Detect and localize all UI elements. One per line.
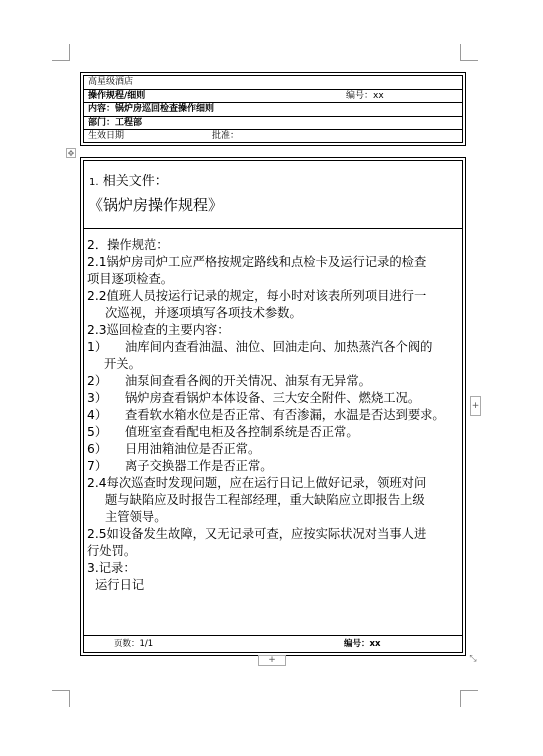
paragraph-2-4-line2: 题与缺陷应及时报告工程部经理，重大缺陷应立即报告上级 <box>105 493 425 507</box>
list-item-text: 离子交换器工作是否正常。 <box>125 459 273 473</box>
crop-mark-bottom-right-v <box>460 690 461 707</box>
add-row-button[interactable]: + <box>258 655 286 666</box>
header-row-category[interactable] <box>84 90 462 104</box>
header-row-content[interactable] <box>84 103 462 117</box>
list-item <box>87 424 459 441</box>
procedure-content[interactable] <box>87 237 459 594</box>
list-item <box>87 407 459 424</box>
section1-number: 1. <box>89 177 99 188</box>
section-related-docs[interactable] <box>84 161 462 229</box>
page-count: 页数：1/1 <box>114 639 154 649</box>
paragraph-2-4-line3: 主管领导。 <box>105 510 167 524</box>
list-item-number: 2） <box>87 374 108 388</box>
resize-handle-icon[interactable]: ⤡ <box>469 654 477 664</box>
add-column-button[interactable]: + <box>470 396 481 416</box>
crop-mark-bottom-right-h <box>460 690 478 691</box>
list-item-text: 日用油箱油位是否正常。 <box>125 442 261 456</box>
header-table[interactable] <box>80 72 466 146</box>
table-move-handle-icon[interactable]: ✥ <box>67 149 75 158</box>
section1-heading <box>89 170 168 189</box>
section3-heading: 3.记录： <box>87 561 136 575</box>
section1-title: 相关文件： <box>102 174 168 189</box>
list-item-text: 值班室查看配电柜及各控制系统是否正常。 <box>125 425 359 439</box>
paragraph-2-3: 2.3巡回检查的主要内容： <box>87 323 230 337</box>
paragraph-2-5-line1: 2.5如设备发生故障，又无记录可查，应按实际状况对当事人进 <box>87 527 427 541</box>
crop-mark-bottom-left-v <box>69 690 70 707</box>
list-item-text: 查看软水箱水位是否正常、有否渗漏，水温是否达到要求。 <box>125 408 445 422</box>
list-item-continuation: 开关。 <box>104 357 141 371</box>
footer-number-label: 编号：xx <box>344 639 381 649</box>
header-row-hotel[interactable] <box>84 76 462 90</box>
content-title: 内容：锅炉房巡回检查操作细则 <box>88 104 215 115</box>
paragraph-2-1-line2: 项目逐项检查。 <box>87 272 174 286</box>
department-label: 部门：工程部 <box>88 117 143 128</box>
main-table[interactable] <box>80 157 466 656</box>
header-table-inner <box>83 75 463 143</box>
list-item <box>87 458 459 475</box>
crop-mark-top-left-h <box>52 60 70 61</box>
related-document: 《锅炉房操作规程》 <box>88 196 224 214</box>
record-item: 运行日记 <box>95 578 145 592</box>
crop-mark-top-left-v <box>69 44 70 61</box>
list-item-text: 油库间内查看油温、油位、回油走向、加热蒸汽各个阀的 <box>125 340 433 354</box>
list-item <box>87 339 459 356</box>
crop-mark-top-right-v <box>460 44 461 61</box>
list-item <box>87 390 459 407</box>
list-item-number: 6） <box>87 442 108 456</box>
list-item <box>87 373 459 390</box>
crop-mark-bottom-left-h <box>52 690 70 691</box>
paragraph-2-2-line2: 次巡视，并逐项填写各项技术参数。 <box>105 306 302 320</box>
number-label: 编号：xx <box>346 90 384 101</box>
paragraph-2-2-line1: 2.2值班人员按运行记录的规定，每小时对该表所列项目进行一 <box>87 289 427 303</box>
list-item-number: 7） <box>87 459 108 473</box>
paragraph-2-5-line2: 行处罚。 <box>87 544 137 558</box>
effective-date-label: 生效日期 <box>88 131 125 142</box>
category-label: 操作规程/细则 <box>88 90 146 101</box>
list-item-text: 油泵间查看各阀的开关情况、油泵有无异常。 <box>125 374 371 388</box>
main-table-inner <box>83 160 463 653</box>
list-item-number: 4） <box>87 408 108 422</box>
hotel-name: 高星级酒店 <box>88 77 134 87</box>
header-row-dept[interactable] <box>84 117 462 131</box>
crop-mark-top-right-h <box>460 60 478 61</box>
footer-row[interactable] <box>84 635 462 652</box>
list-item-number: 1） <box>87 340 108 354</box>
list-item <box>87 441 459 458</box>
list-item-number: 5） <box>87 425 108 439</box>
header-row-dates[interactable] <box>84 130 462 144</box>
paragraph-2-4-line1: 2.4每次巡查时发现问题，应在运行日记上做好记录，领班对问 <box>87 476 427 490</box>
list-item-number: 3） <box>87 391 108 405</box>
approved-label: 批准： <box>212 131 240 142</box>
list-item-text: 锅炉房查看锅炉本体设备、三大安全附件、燃烧工况。 <box>125 391 421 405</box>
section2-heading: 2．操作规范： <box>87 238 169 252</box>
paragraph-2-1-line1: 2.1锅炉房司炉工应严格按规定路线和点检卡及运行记录的检查 <box>87 255 427 269</box>
